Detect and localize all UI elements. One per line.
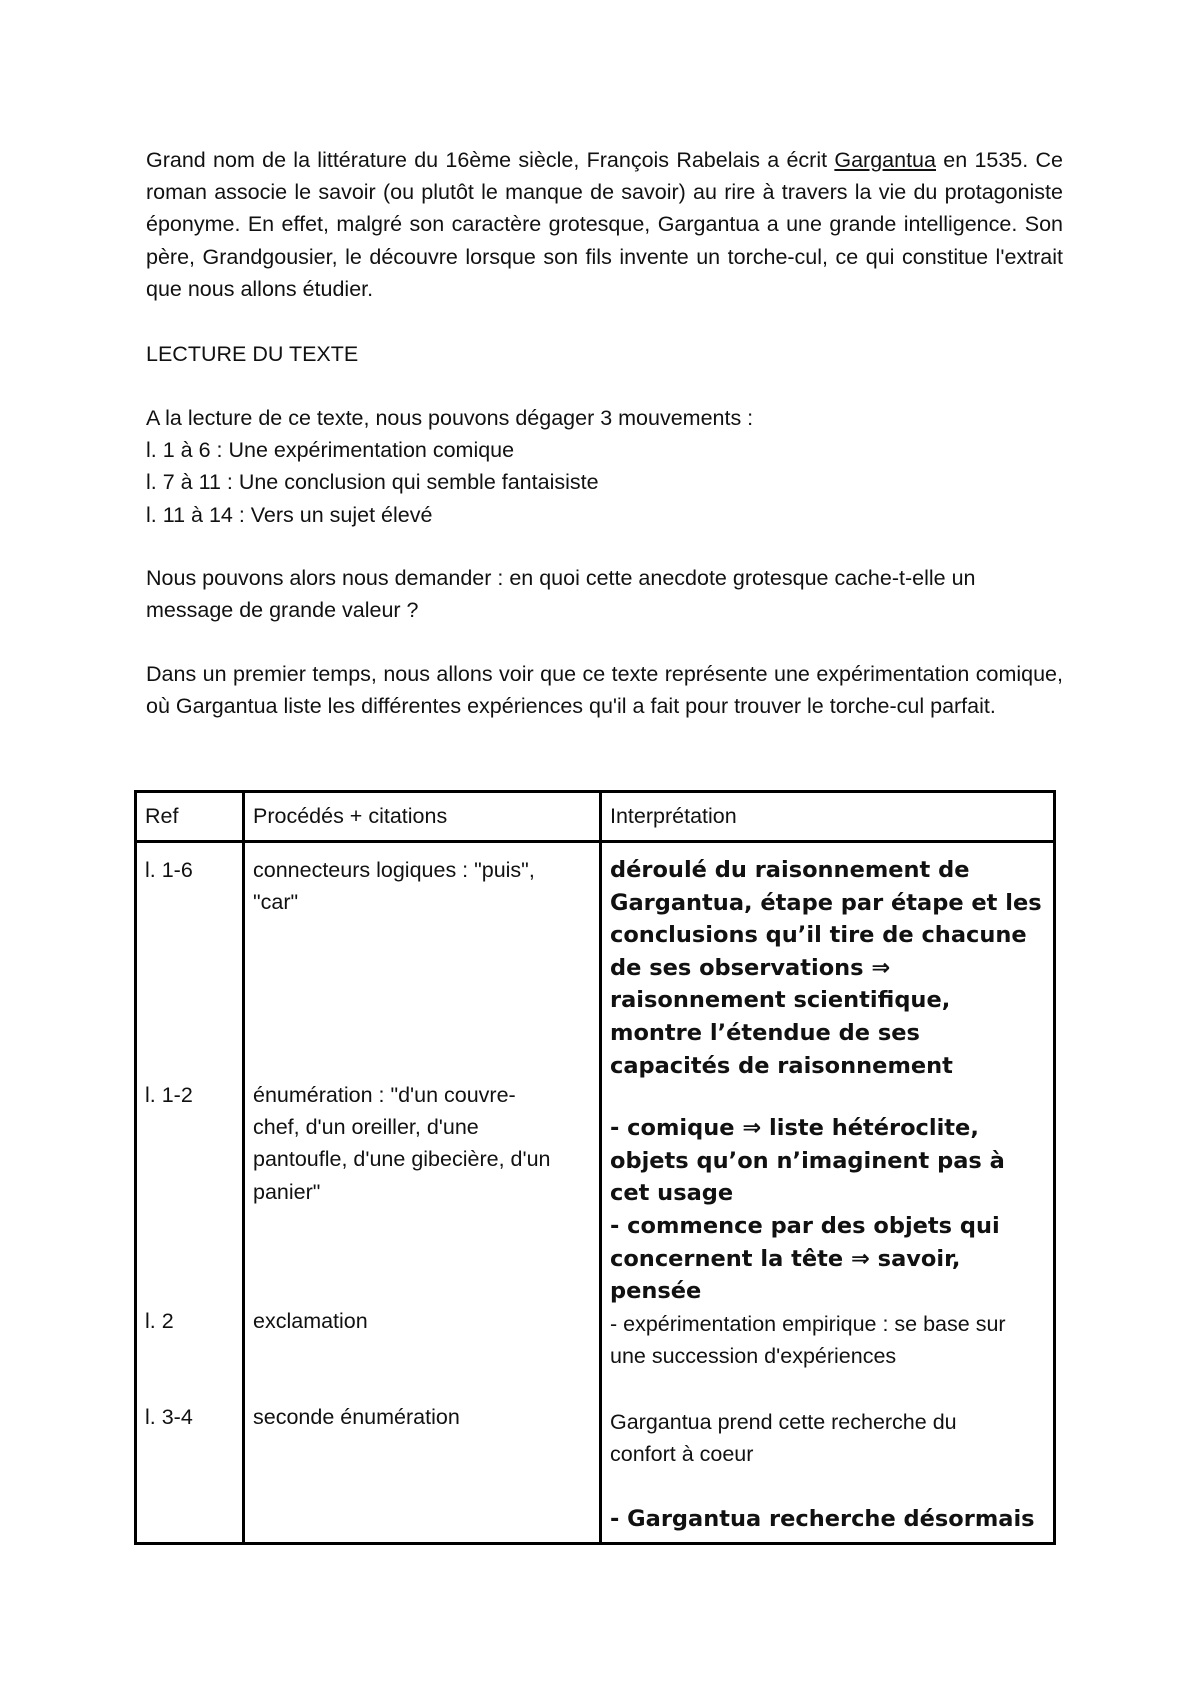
table-row <box>136 842 1055 1544</box>
procede-item: connecteurs logiques : "puis", "car" <box>253 858 535 915</box>
problematique-paragraph: Nous pouvons alors nous demander : en quoi cette anecdote grotesque cache-t-elle un message de grande valeur ? <box>146 566 976 623</box>
procedes-cell <box>244 842 601 1544</box>
first-part-paragraph: Dans un premier temps, nous allons voir que ce texte représente une expérimentation comique, où Gargantua liste les différentes expériences qu'il a fait pour trouver le torche-cul parfait. <box>146 662 1063 719</box>
interp-block: - comique ⇒ liste hétéroclite, objets qu’on n’imaginent pas à cet usage <box>610 1115 1005 1207</box>
intro-paragraph <box>146 144 1063 305</box>
interpretation-cell <box>601 842 1055 1544</box>
interp-block: Gargantua prend cette recherche du confort à coeur <box>610 1410 957 1467</box>
interp-block: - Gargantua recherche désormais <box>610 1506 1035 1532</box>
ref-item: l. 2 <box>145 1309 174 1333</box>
interp-block: déroulé du raisonnement de Gargantua, étape par étape et les conclusions qu’il tire de chacune de ses observations ⇒ raisonnement scientifique, montre l’étendue de ses capacités de raisonnement <box>610 857 1042 1079</box>
movement-item: l. 1 à 6 : Une expérimentation comique <box>146 438 515 463</box>
procede-item: seconde énumération <box>253 1405 460 1429</box>
procede-item: énumération : "d'un couvre-chef, d'un oreiller, d'une pantoufle, d'une gibecière, d'un panier" <box>253 1083 551 1204</box>
header-cell <box>601 792 1055 842</box>
procede-item: exclamation <box>253 1309 368 1333</box>
interp-block: - expérimentation empirique : se base sur une succession d'expériences <box>610 1312 1006 1369</box>
header-procedes: Procédés + citations <box>253 804 448 828</box>
section-heading: LECTURE DU TEXTE <box>146 342 359 366</box>
header-cell <box>136 792 244 842</box>
header-interpretation: Interprétation <box>610 804 737 828</box>
movements-intro: A la lecture de ce texte, nous pouvons dégager 3 mouvements : <box>146 406 754 430</box>
intro-text-rest: en 1535. Ce roman associe le savoir (ou plutôt le manque de savoir) au rire à travers la vie du protagoniste éponyme. En effet, malgré son caractère grotesque, Gargantua a une grande intelligence. Son père, Grandgousier, le découvre lorsque son fils invente un torche-cul, ce qui constitue l'extrait que nous allons étudier. <box>146 148 1063 301</box>
intro-text-start: Grand nom de la littérature du 16ème siècle, François Rabelais a écrit <box>146 148 835 172</box>
ref-cell <box>136 842 244 1544</box>
ref-item: l. 1-6 <box>145 858 193 882</box>
header-ref: Ref <box>145 804 179 828</box>
book-title: Gargantua <box>834 148 936 172</box>
movement-item: l. 11 à 14 : Vers un sujet élevé <box>146 502 433 527</box>
ref-item: l. 3-4 <box>145 1405 193 1429</box>
movement-item: l. 7 à 11 : Une conclusion qui semble fantaisiste <box>146 470 599 495</box>
analysis-table <box>134 790 1056 1545</box>
interp-block: - commence par des objets qui concernent la tête ⇒ savoir, pensée <box>610 1213 1000 1305</box>
table-header-row <box>136 792 1055 842</box>
header-cell <box>244 792 601 842</box>
movements-list <box>146 402 1063 531</box>
ref-item: l. 1-2 <box>145 1083 193 1107</box>
